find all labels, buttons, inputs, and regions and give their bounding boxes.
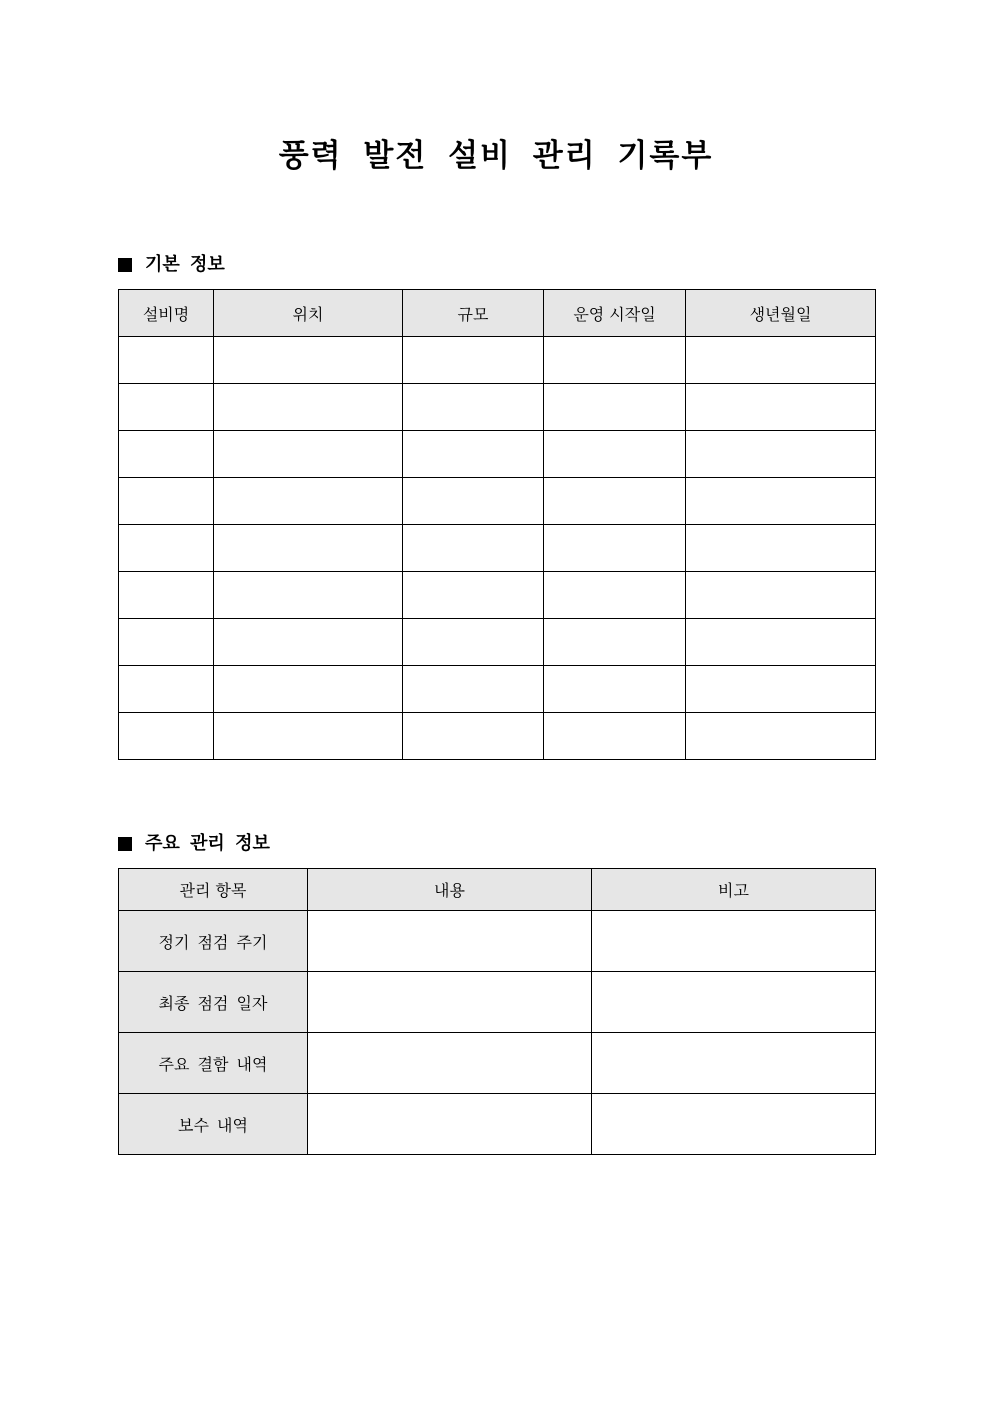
table-cell[interactable]	[119, 337, 214, 384]
column-header-management-item: 관리 항목	[119, 869, 308, 911]
table-cell[interactable]	[214, 525, 403, 572]
table-cell[interactable]	[214, 713, 403, 760]
table-row	[119, 572, 876, 619]
table-cell[interactable]	[544, 572, 686, 619]
table-cell[interactable]	[686, 478, 876, 525]
table-cell[interactable]	[214, 431, 403, 478]
table-cell[interactable]	[403, 478, 544, 525]
main-info-header-row	[119, 869, 876, 911]
table-row	[119, 972, 876, 1033]
note-cell[interactable]	[592, 972, 876, 1033]
table-cell[interactable]	[686, 713, 876, 760]
table-cell[interactable]	[119, 619, 214, 666]
table-cell[interactable]	[686, 619, 876, 666]
row-label-last-inspection-date: 최종 점검 일자	[119, 972, 308, 1033]
table-row	[119, 1033, 876, 1094]
main-info-heading	[118, 831, 270, 857]
table-cell[interactable]	[119, 384, 214, 431]
table-cell[interactable]	[403, 384, 544, 431]
table-cell[interactable]	[214, 337, 403, 384]
table-cell[interactable]	[214, 478, 403, 525]
table-row	[119, 525, 876, 572]
basic-info-header-row	[119, 290, 876, 337]
table-row	[119, 1094, 876, 1155]
table-row	[119, 619, 876, 666]
table-cell[interactable]	[544, 666, 686, 713]
content-cell[interactable]	[308, 911, 592, 972]
table-cell[interactable]	[119, 666, 214, 713]
table-cell[interactable]	[544, 713, 686, 760]
table-row	[119, 478, 876, 525]
basic-info-heading-label: 기본 정보	[145, 254, 225, 275]
main-info-table	[118, 868, 876, 1155]
table-row	[119, 384, 876, 431]
table-cell[interactable]	[544, 525, 686, 572]
table-cell[interactable]	[403, 431, 544, 478]
main-info-heading-label: 주요 관리 정보	[145, 833, 270, 854]
column-header-birth-date: 생년월일	[686, 290, 876, 337]
table-row	[119, 911, 876, 972]
table-cell[interactable]	[214, 384, 403, 431]
table-cell[interactable]	[686, 384, 876, 431]
note-cell[interactable]	[592, 1033, 876, 1094]
document-title: 풍력 발전 설비 관리 기록부	[278, 138, 714, 174]
table-cell[interactable]	[544, 431, 686, 478]
table-cell[interactable]	[544, 619, 686, 666]
table-cell[interactable]	[686, 666, 876, 713]
table-cell[interactable]	[403, 619, 544, 666]
table-cell[interactable]	[544, 478, 686, 525]
table-cell[interactable]	[119, 525, 214, 572]
table-row	[119, 337, 876, 384]
table-cell[interactable]	[686, 431, 876, 478]
table-cell[interactable]	[686, 572, 876, 619]
table-row	[119, 666, 876, 713]
column-header-content: 내용	[308, 869, 592, 911]
table-cell[interactable]	[119, 478, 214, 525]
column-header-location: 위치	[214, 290, 403, 337]
column-header-equipment-name: 설비명	[119, 290, 214, 337]
table-cell[interactable]	[403, 337, 544, 384]
table-cell[interactable]	[403, 666, 544, 713]
table-cell[interactable]	[403, 525, 544, 572]
table-cell[interactable]	[544, 337, 686, 384]
table-cell[interactable]	[214, 666, 403, 713]
table-cell[interactable]	[214, 572, 403, 619]
table-cell[interactable]	[119, 572, 214, 619]
square-bullet-icon	[118, 258, 132, 272]
table-cell[interactable]	[686, 337, 876, 384]
table-cell[interactable]	[119, 431, 214, 478]
row-label-inspection-cycle: 정기 점검 주기	[119, 911, 308, 972]
column-header-operation-start-date: 운영 시작일	[544, 290, 686, 337]
table-cell[interactable]	[214, 619, 403, 666]
basic-info-table	[118, 289, 876, 760]
table-cell[interactable]	[119, 713, 214, 760]
column-header-note: 비고	[592, 869, 876, 911]
table-row	[119, 713, 876, 760]
note-cell[interactable]	[592, 911, 876, 972]
table-cell[interactable]	[403, 572, 544, 619]
square-bullet-icon	[118, 837, 132, 851]
row-label-major-defects: 주요 결함 내역	[119, 1033, 308, 1094]
basic-info-heading	[118, 252, 225, 278]
content-cell[interactable]	[308, 972, 592, 1033]
table-row	[119, 431, 876, 478]
row-label-repair-history: 보수 내역	[119, 1094, 308, 1155]
column-header-scale: 규모	[403, 290, 544, 337]
note-cell[interactable]	[592, 1094, 876, 1155]
table-cell[interactable]	[686, 525, 876, 572]
content-cell[interactable]	[308, 1033, 592, 1094]
content-cell[interactable]	[308, 1094, 592, 1155]
table-cell[interactable]	[544, 384, 686, 431]
table-cell[interactable]	[403, 713, 544, 760]
